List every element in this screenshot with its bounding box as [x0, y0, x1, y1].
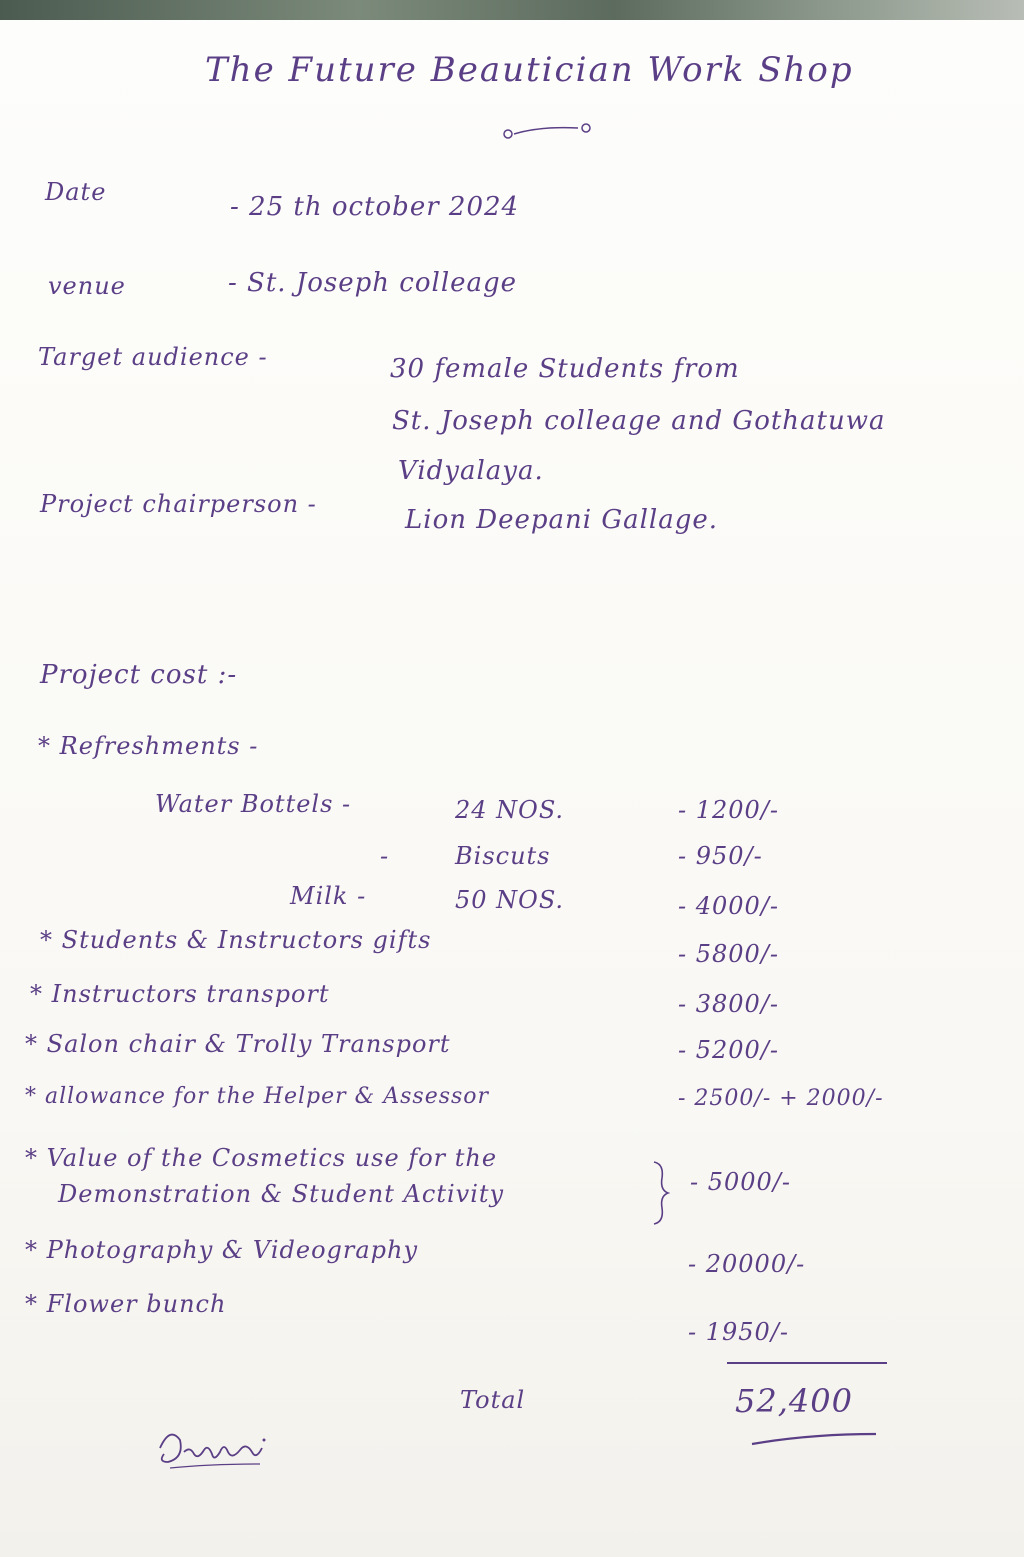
date-value: - 25 th october 2024: [230, 192, 520, 222]
total-value: 52,400: [735, 1382, 853, 1420]
cost-item-label: * Instructors transport: [30, 980, 330, 1008]
photo-background-edge: [0, 0, 1024, 20]
signature: [150, 1418, 280, 1478]
total-underline: [750, 1428, 880, 1448]
title-ornament: [500, 118, 600, 146]
chairperson-label: Project chairperson -: [40, 490, 317, 518]
sub-item-qty: 24 NOS.: [455, 796, 565, 824]
cost-item-label: * Students & Instructors gifts: [40, 926, 432, 954]
cost-item-amount: - 1950/-: [688, 1318, 790, 1346]
cost-item-amount: - 3800/-: [678, 990, 780, 1018]
sub-item-amount: - 1200/-: [678, 796, 780, 824]
sub-item-name: Milk -: [290, 882, 367, 910]
project-cost-heading: Project cost :-: [40, 660, 238, 690]
sub-item-amount: - 4000/-: [678, 892, 780, 920]
cost-item-amount: - 5200/-: [678, 1036, 780, 1064]
sub-item-qty: 50 NOS.: [455, 886, 565, 914]
venue-value: - St. Joseph colleage: [228, 268, 518, 298]
sub-item-amount: - 950/-: [678, 842, 763, 870]
audience-label: Target audience -: [38, 343, 268, 371]
cost-item-label: * Photography & Videography: [25, 1236, 419, 1264]
audience-line-1: 30 female Students from: [390, 354, 740, 384]
cost-item-label-continued: Demonstration & Student Activity: [58, 1180, 505, 1208]
audience-line-3: Vidyalaya.: [398, 456, 544, 486]
date-label: Date: [45, 178, 107, 206]
chairperson-value: Lion Deepani Gallage.: [405, 505, 719, 535]
curly-brace: [650, 1160, 670, 1226]
refreshments-label: * Refreshments -: [38, 732, 259, 760]
cost-item-amount: - 5000/-: [690, 1168, 792, 1196]
cost-item-amount: - 5800/-: [678, 940, 780, 968]
cost-item-amount: - 2500/- + 2000/-: [678, 1086, 884, 1111]
document-title: The Future Beautician Work Shop: [205, 50, 854, 90]
cost-item-label: * Value of the Cosmetics use for the: [25, 1144, 498, 1172]
venue-label: venue: [48, 272, 126, 300]
audience-line-2: St. Joseph colleage and Gothatuwa: [392, 406, 886, 436]
total-rule: [727, 1362, 887, 1364]
sub-item-name: -: [380, 842, 390, 870]
cost-item-label: * allowance for the Helper & Assessor: [25, 1084, 490, 1109]
cost-item-amount: - 20000/-: [688, 1250, 806, 1278]
paper-sheet: [0, 20, 1024, 1557]
sub-item-qty: Biscuts: [455, 842, 551, 870]
sub-item-name: Water Bottels -: [155, 790, 352, 818]
cost-item-label: * Flower bunch: [25, 1290, 227, 1318]
cost-item-label: * Salon chair & Trolly Transport: [25, 1030, 451, 1058]
total-label: Total: [460, 1386, 526, 1414]
